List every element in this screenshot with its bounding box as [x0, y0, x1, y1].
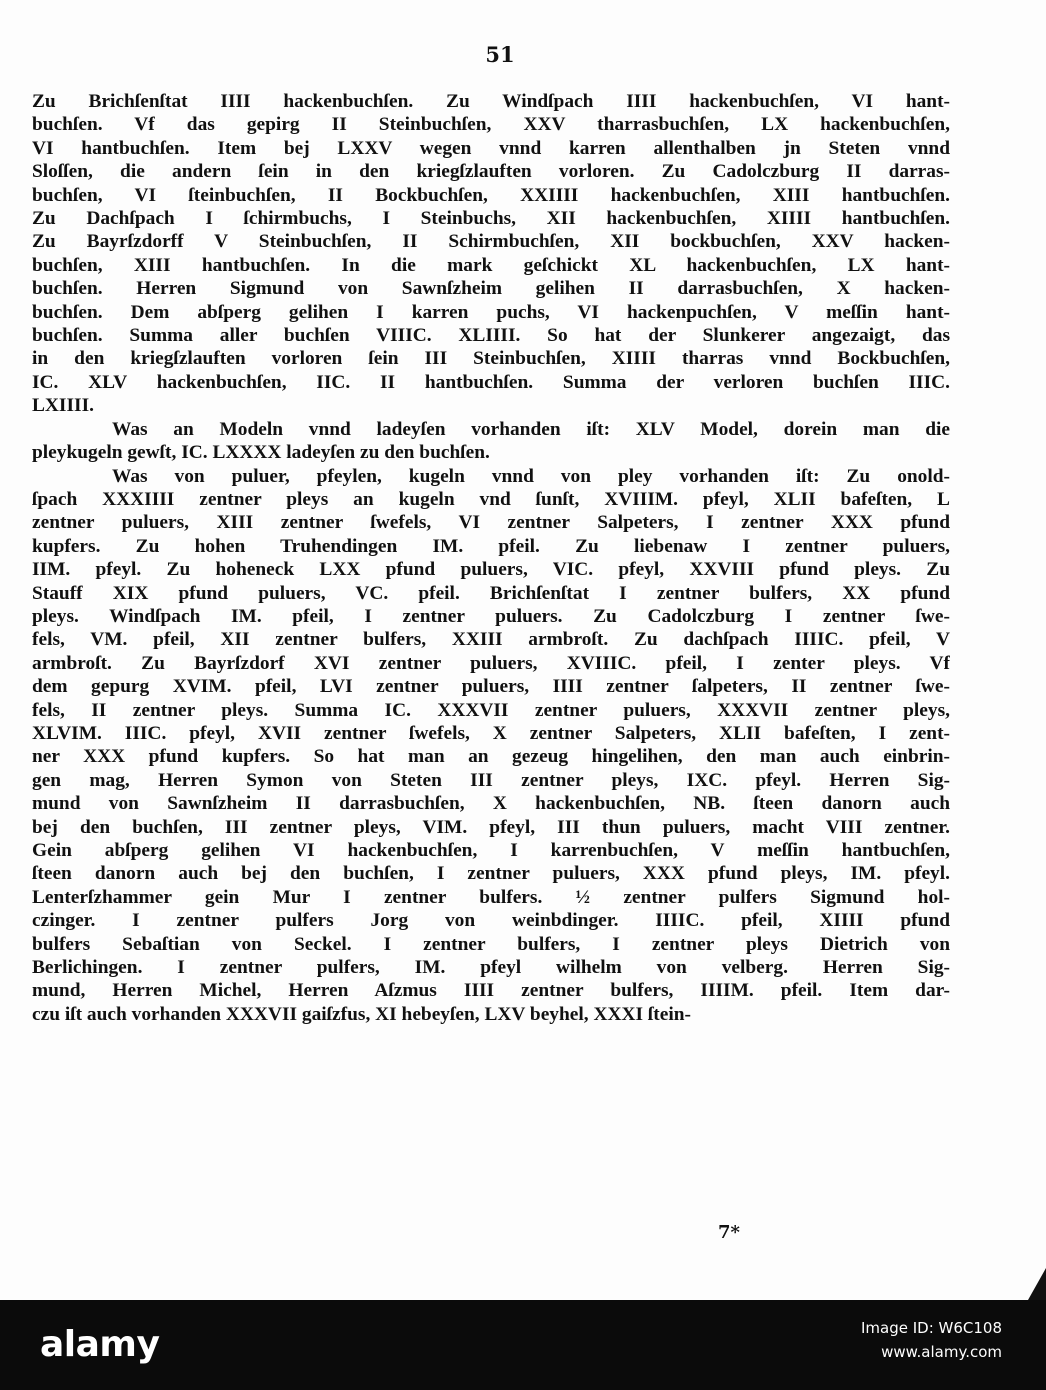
text-line: ner XXX pfund kupfers. So hat man an gezeug hingelihen, den man auch einbrin- [32, 746, 950, 768]
text-line: in den kriegſzlauften vorloren ſein III Steinbuchſen, XIIII tharras vnnd Bockbuchſen, [32, 348, 950, 370]
text-line: mund, Herren Michel, Herren Aſzmus IIII zentner bulfers, IIIIM. pfeil. Item dar- [32, 980, 950, 1002]
text-line: bej den buchſen, III zentner pleys, VIM. pfeyl, III thun puluers, macht VIII zentner. [32, 816, 950, 838]
text-line: ſpach XXXIIII zentner pleys an kugeln vnd ſunſt, XVIIIM. pfeyl, XLII bafeſten, L [32, 488, 950, 510]
text-line: XLVIM. IIIC. pfeyl, XVII zentner ſwefels, X zentner Salpeters, XLII bafeſten, I zent- [32, 722, 950, 744]
text-line: Sloſſen, die andern ſein in den kriegſzlauften vorloren. Zu Cadolczburg II darras- [32, 161, 950, 183]
text-line: armbroſt. Zu Bayrſzdorf XVI zentner puluers, XVIIIC. pfeil, I zenter pleys. Vf [32, 652, 950, 674]
page-number: 51 [485, 42, 515, 67]
text-line: gen mag, Herren Symon von Steten III zentner pleys, IXC. pfeyl. Herren Sig- [32, 769, 950, 791]
text-line: IIM. pfeyl. Zu hoheneck LXX pfund puluers, VIC. pfeyl, XXVIII pfund pleys. Zu [32, 559, 950, 581]
text-line: mund von Sawnſzheim II darrasbuchſen, X hackenbuchſen, NB. ſteen danorn auch [32, 793, 950, 815]
image-id-text: Image ID: W6C108 [860, 1319, 1002, 1337]
text-line: buchſen. Vf das gepirg II Steinbuchſen, XXV tharrasbuchſen, LX hackenbuchſen, [32, 114, 950, 136]
text-line: Zu Brichſenſtat IIII hackenbuchſen. Zu Windſpach IIII hackenbuchſen, VI hant- [32, 91, 950, 112]
stock-watermark-bar [0, 1300, 1046, 1390]
text-line: czinger. I zentner pulfers Jorg von weinbdinger. IIIIC. pfeil, XIIII pfund [32, 910, 950, 932]
text-line: Lenterſzhammer gein Mur I zentner bulfers. ½ zentner pulfers Sigmund hol- [32, 886, 950, 908]
text-line: kupfers. Zu hohen Truhendingen IM. pfeil. Zu liebenaw I zentner puluers, [32, 535, 950, 557]
text-line: pleykugeln gewſt, IC. LXXXX ladeyſen zu den buchſen. [32, 442, 490, 464]
text-line: buchſen, VI ſteinbuchſen, II Bockbuchſen, XXIIII hackenbuchſen, XIII hantbuchſen. [32, 184, 950, 206]
text-line: Gein abſperg gelihen VI hackenbuchſen, I karrenbuchſen, V meſſin hantbuchſen, [32, 840, 950, 861]
signature-mark: 7* [718, 1222, 740, 1243]
text-line: fels, II zentner pleys. Summa IC. XXXVII zentner puluers, XXXVII zentner pleys, [32, 699, 950, 721]
text-line: dem gepurg XVIM. pfeil, LVI zentner puluers, IIII zentner ſalpeters, II zentner ſwe- [32, 676, 950, 698]
text-line: zentner puluers, XIII zentner ſwefels, VI zentner Salpeters, I zentner XXX pfund [32, 512, 950, 534]
text-line: IC. XLV hackenbuchſen, IIC. II hantbuchſen. Summa der verloren buchſen IIIC. [32, 371, 950, 393]
text-line: bulfers Sebaſtian von Seckel. I zentner bulfers, I zentner pleys Dietrich von [32, 933, 950, 955]
stock-logo-text: alamy [40, 1324, 160, 1365]
stock-logo [40, 1324, 159, 1365]
stock-image-id [861, 1316, 1002, 1364]
site-url-text: www.alamy.com [881, 1343, 1002, 1361]
text-line: LXIIII. [32, 395, 94, 417]
text-line: buchſen. Dem abſperg gelihen I karren puchs, VI hackenpuchſen, V meſſin hant- [32, 301, 950, 323]
text-line: pleys. Windſpach IM. pfeil, I zentner puluers. Zu Cadolczburg I zentner ſwe- [32, 605, 950, 627]
text-line: Was an Modeln vnnd ladeyſen vorhanden iſt: XLV Model, dorein man die [112, 418, 950, 440]
text-line: Zu Bayrſzdorff V Steinbuchſen, II Schirmbuchſen, XII bockbuchſen, XXV hacken- [32, 231, 950, 253]
corner-fold-icon [1028, 1268, 1046, 1300]
body-text [32, 90, 950, 1026]
text-line: buchſen. Herren Sigmund von Sawnſzheim gelihen II darrasbuchſen, X hacken- [32, 278, 950, 300]
text-line: ſteen danorn auch bej den buchſen, I zentner puluers, XXX pfund pleys, IM. pfeyl. [32, 863, 950, 885]
text-line: VI hantbuchſen. Item bej LXXV wegen vnnd karren allenthalben jn Steten vnnd [32, 137, 950, 159]
text-line: Was von puluer, pfeylen, kugeln vnnd von pley vorhanden iſt: Zu onold- [112, 465, 950, 487]
text-line: fels, VM. pfeil, XII zentner bulfers, XXIII armbroſt. Zu dachſpach IIIIC. pfeil, V [32, 629, 950, 651]
text-line: buchſen. Summa aller buchſen VIIIC. XLIIII. So hat der Slunkerer angezaigt, das [32, 325, 950, 347]
text-line: Stauff XIX pfund puluers, VC. pfeil. Brichſenſtat I zentner bulfers, XX pfund [32, 582, 950, 604]
text-line: czu iſt auch vorhanden XXXVII gaiſzfus, XI hebeyſen, LXV beyhel, XXXI ſtein- [32, 1003, 691, 1025]
text-line: Berlichingen. I zentner pulfers, IM. pfeyl wilhelm von velberg. Herren Sig- [32, 957, 950, 979]
text-line: Zu Dachſpach I ſchirmbuchs, I Steinbuchs, XII hackenbuchſen, XIIII hantbuchſen. [32, 208, 950, 230]
text-line: buchſen, XIII hantbuchſen. In die mark geſchickt XL hackenbuchſen, LX hant- [32, 254, 950, 276]
